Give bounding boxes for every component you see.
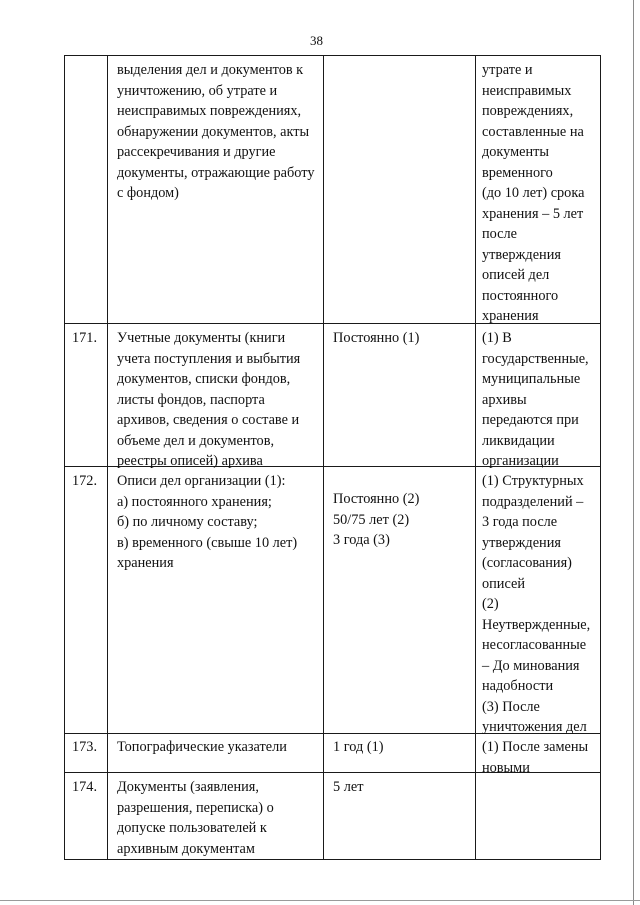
- cell-doc-line: выделения дел и документов к: [117, 62, 304, 78]
- table-rule: [600, 55, 601, 860]
- cell-doc-line: рассекречивания и другие: [117, 144, 276, 160]
- cell-note-line: подразделений –: [482, 493, 584, 510]
- cell-doc-line: неисправимых повреждениях,: [117, 103, 302, 119]
- cell-doc-line: б) по личному составу;: [117, 514, 258, 530]
- scan-edge: [633, 0, 634, 905]
- cell-note-line: надобности: [482, 678, 554, 694]
- cell-note-line: несогласованные: [482, 637, 587, 653]
- cell-doc-line: документов, списки фондов,: [117, 371, 291, 387]
- cell-note-line: неисправимых: [482, 82, 572, 99]
- cell-note-line: документы: [482, 144, 550, 160]
- cell-term-line: 5 лет: [333, 779, 364, 795]
- cell-note-line: (согласования): [482, 555, 572, 571]
- cell-note-line: утверждения: [482, 246, 561, 263]
- table-rule: [323, 55, 324, 860]
- table-rule: [107, 55, 108, 860]
- cell-note-line: уничтожения дел: [482, 719, 587, 735]
- table-rule: [64, 55, 601, 56]
- cell-doc-line: Топографические указатели: [117, 739, 287, 755]
- cell-num-line: 171.: [72, 330, 98, 346]
- cell-note-line: Неутвержденные,: [482, 616, 591, 633]
- cell-note-line: (1) В: [482, 330, 512, 346]
- cell-doc-line: хранения: [117, 555, 174, 571]
- cell-note-line: после: [482, 226, 517, 242]
- cell-note-line: (до 10 лет) срока: [482, 185, 585, 201]
- cell-note-line: (1) Структурных: [482, 473, 584, 489]
- cell-note-line: временного: [482, 164, 553, 181]
- cell-doc-line: учета поступления и выбытия: [117, 350, 301, 367]
- cell-note-line: государственные,: [482, 350, 589, 367]
- cell-note-line: описей дел: [482, 267, 550, 283]
- cell-note-line: постоянного: [482, 287, 559, 304]
- cell-note-line: описей: [482, 575, 525, 592]
- cell-note-line: организации: [482, 453, 559, 469]
- cell-note-line: составленные на: [482, 123, 584, 140]
- cell-note-line: (3) После: [482, 698, 540, 715]
- cell-doc-line: объеме дел и документов,: [117, 432, 275, 449]
- cell-doc-line: Описи дел организации (1):: [117, 473, 286, 489]
- cell-note-line: повреждениях,: [482, 103, 574, 119]
- cell-doc-line: Документы (заявления,: [117, 779, 259, 795]
- cell-doc-line: с фондом): [117, 185, 179, 201]
- cell-doc-line: а) постоянного хранения;: [117, 493, 272, 510]
- cell-note-line: новыми: [482, 759, 530, 776]
- cell-doc-line: архивов, сведения о составе и: [117, 412, 300, 428]
- cell-note-line: (2): [482, 596, 499, 612]
- cell-doc-line: допуске пользователей к: [117, 820, 267, 836]
- cell-doc-line: в) временного (свыше 10 лет): [117, 534, 298, 551]
- cell-term-line: Постоянно (2): [333, 491, 420, 507]
- cell-term-line: 3 года (3): [333, 532, 390, 548]
- cell-note-line: (1) После замены: [482, 739, 589, 755]
- cell-doc-line: реестры описей) архива: [117, 453, 263, 469]
- cell-doc-line: обнаружении документов, акты: [117, 123, 310, 140]
- cell-doc-line: Учетные документы (книги: [117, 330, 286, 346]
- cell-note-line: муниципальные: [482, 371, 581, 387]
- cell-num-line: 172.: [72, 473, 98, 489]
- cell-note-line: ликвидации: [482, 432, 555, 449]
- cell-num-line: 173.: [72, 739, 98, 755]
- table-rule: [64, 55, 65, 860]
- cell-note-line: передаются при: [482, 412, 579, 428]
- cell-doc-line: архивным документам: [117, 840, 255, 857]
- cell-term-line: 50/75 лет (2): [333, 511, 410, 528]
- cell-note-line: утрате и: [482, 62, 533, 78]
- cell-doc-line: разрешения, переписка) о: [117, 799, 274, 816]
- cell-note-line: хранения – 5 лет: [482, 205, 584, 222]
- cell-doc-line: документы, отражающие работу: [117, 164, 315, 181]
- cell-num-line: 174.: [72, 779, 98, 795]
- cell-note-line: утверждения: [482, 534, 561, 551]
- cell-doc-line: уничтожению, об утрате и: [117, 82, 278, 99]
- page-number: 38: [310, 33, 323, 48]
- table-rule: [64, 859, 601, 860]
- cell-note-line: хранения: [482, 308, 539, 324]
- cell-note-line: – До минования: [482, 657, 580, 674]
- cell-term-line: 1 год (1): [333, 739, 384, 755]
- cell-note-line: архивы: [482, 391, 527, 408]
- cell-doc-line: листы фондов, паспорта: [117, 391, 265, 408]
- cell-term-line: Постоянно (1): [333, 330, 420, 346]
- scan-edge: [0, 900, 640, 901]
- cell-note-line: 3 года после: [482, 514, 558, 530]
- table-rule: [475, 55, 476, 860]
